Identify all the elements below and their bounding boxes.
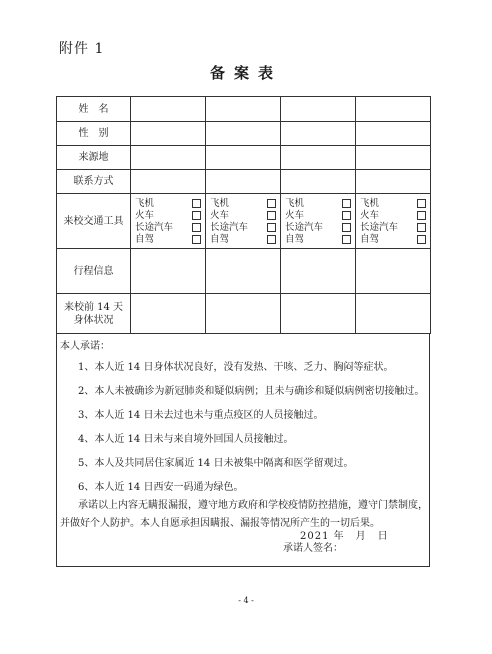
name-cell-3[interactable] (281, 97, 356, 122)
row-contact (57, 170, 431, 194)
gender-cell-2[interactable] (206, 122, 281, 146)
health-cell-2[interactable] (206, 294, 281, 334)
transport-cell-4 (356, 194, 431, 249)
checkbox[interactable] (342, 223, 351, 232)
contact-label: 联系方式 (57, 170, 131, 194)
itinerary-cell-1[interactable] (131, 249, 206, 294)
option-train (210, 210, 280, 222)
row-gender (57, 122, 431, 146)
option-coach (135, 222, 205, 234)
option-label: 长途汽车 (210, 221, 249, 233)
signature-label: 承诺人签名： (283, 543, 343, 554)
commitment-item: 1、本人近 14 日身体状况良好，没有发热、干咳、乏力、胸闷等症状。 (78, 362, 394, 373)
checkbox[interactable] (267, 199, 276, 208)
option-label: 长途汽车 (285, 221, 324, 233)
origin-cell-3[interactable] (281, 146, 356, 170)
row-origin (57, 146, 431, 170)
checkbox[interactable] (417, 223, 426, 232)
commitment-item: 6、本人近 14 日西安一码通为绿色。 (78, 482, 244, 493)
health-cell-4[interactable] (356, 294, 431, 334)
contact-cell-3[interactable] (281, 170, 356, 194)
gender-cell-4[interactable] (356, 122, 431, 146)
checkbox[interactable] (192, 235, 201, 244)
name-label: 姓 名 (57, 97, 131, 122)
option-label: 自驾 (135, 233, 155, 245)
health-label-line2: 身体状况 (73, 314, 114, 326)
commitment-item: 3、本人近 14 日未去过也未与重点疫区的人员接触过。 (78, 410, 324, 421)
checkbox[interactable] (192, 223, 201, 232)
transport-cell-3 (281, 194, 356, 249)
health-cell-1[interactable] (131, 294, 206, 334)
itinerary-cell-3[interactable] (281, 249, 356, 294)
contact-cell-2[interactable] (206, 170, 281, 194)
option-label: 长途汽车 (360, 221, 399, 233)
checkbox[interactable] (267, 223, 276, 232)
health-cell-3[interactable] (281, 294, 356, 334)
itinerary-cell-2[interactable] (206, 249, 281, 294)
commitment-item: 4、本人近 14 日未与来自境外回国人员接触过。 (78, 434, 294, 445)
option-self-drive (360, 234, 430, 246)
checkbox[interactable] (192, 211, 201, 220)
option-plane (210, 198, 280, 210)
option-label: 飞机 (210, 197, 230, 209)
option-label: 长途汽车 (135, 221, 174, 233)
checkbox[interactable] (417, 235, 426, 244)
checkbox[interactable] (267, 235, 276, 244)
checkbox[interactable] (342, 235, 351, 244)
option-label: 飞机 (285, 197, 305, 209)
commitment-list (78, 356, 428, 500)
option-plane (135, 198, 205, 210)
name-cell-4[interactable] (356, 97, 431, 122)
option-label: 飞机 (360, 197, 380, 209)
transport-cell-2 (206, 194, 281, 249)
health-label-line1: 来校前 14 天 (63, 301, 124, 313)
itinerary-label: 行程信息 (57, 249, 131, 294)
option-self-drive (135, 234, 205, 246)
name-cell-2[interactable] (206, 97, 281, 122)
date-line: 2021 年 月 日 (300, 531, 389, 542)
checkbox[interactable] (417, 211, 426, 220)
gender-cell-1[interactable] (131, 122, 206, 146)
gender-cell-3[interactable] (281, 122, 356, 146)
contact-cell-1[interactable] (131, 170, 206, 194)
origin-cell-1[interactable] (131, 146, 206, 170)
row-health (57, 294, 431, 334)
option-self-drive (285, 234, 355, 246)
option-train (285, 210, 355, 222)
option-train (360, 210, 430, 222)
option-label: 飞机 (135, 197, 155, 209)
option-coach (285, 222, 355, 234)
health-label (57, 294, 131, 334)
origin-cell-2[interactable] (206, 146, 281, 170)
checkbox[interactable] (417, 199, 426, 208)
row-itinerary (57, 249, 431, 294)
option-coach (210, 222, 280, 234)
gender-label: 性 别 (57, 122, 131, 146)
origin-label: 来源地 (57, 146, 131, 170)
name-cell-1[interactable] (131, 97, 206, 122)
option-label: 火车 (135, 209, 155, 221)
row-transport (57, 194, 431, 249)
option-label: 火车 (285, 209, 305, 221)
transport-cell-1 (131, 194, 206, 249)
annex-label: 附件 1 (59, 41, 105, 57)
checkbox[interactable] (192, 199, 201, 208)
transport-label: 来校交通工具 (57, 194, 131, 249)
commitment-item: 2、本人未被确诊为新冠肺炎和疑似病例；且未与确诊和疑似病例密切接触过。 (78, 386, 425, 397)
checkbox[interactable] (342, 199, 351, 208)
commitment-item: 5、本人及共同居住家属近 14 日未被集中隔离和医学留观过。 (78, 458, 354, 469)
contact-cell-4[interactable] (356, 170, 431, 194)
row-name (57, 97, 431, 122)
page-number: - 4 - (238, 596, 254, 605)
option-coach (360, 222, 430, 234)
option-plane (360, 198, 430, 210)
form-table (56, 96, 431, 334)
commitment-statement: 承诺以上内容无瞒报漏报，遵守地方政府和学校疫情防控措施，遵守门禁制度，并做好个人防护。本人自愿承担因瞒报、漏报等情况所产生的一切后果。 (60, 500, 428, 529)
commitment-heading: 本人承诺： (60, 341, 110, 352)
option-label: 自驾 (285, 233, 305, 245)
option-self-drive (210, 234, 280, 246)
origin-cell-4[interactable] (356, 146, 431, 170)
option-label: 火车 (360, 209, 380, 221)
checkbox[interactable] (342, 211, 351, 220)
option-label: 自驾 (210, 233, 230, 245)
option-label: 自驾 (360, 233, 380, 245)
option-train (135, 210, 205, 222)
form-title: 备案表 (209, 64, 282, 82)
option-label: 火车 (210, 209, 230, 221)
option-plane (285, 198, 355, 210)
itinerary-cell-4[interactable] (356, 249, 431, 294)
checkbox[interactable] (267, 211, 276, 220)
registration-form (56, 96, 430, 567)
